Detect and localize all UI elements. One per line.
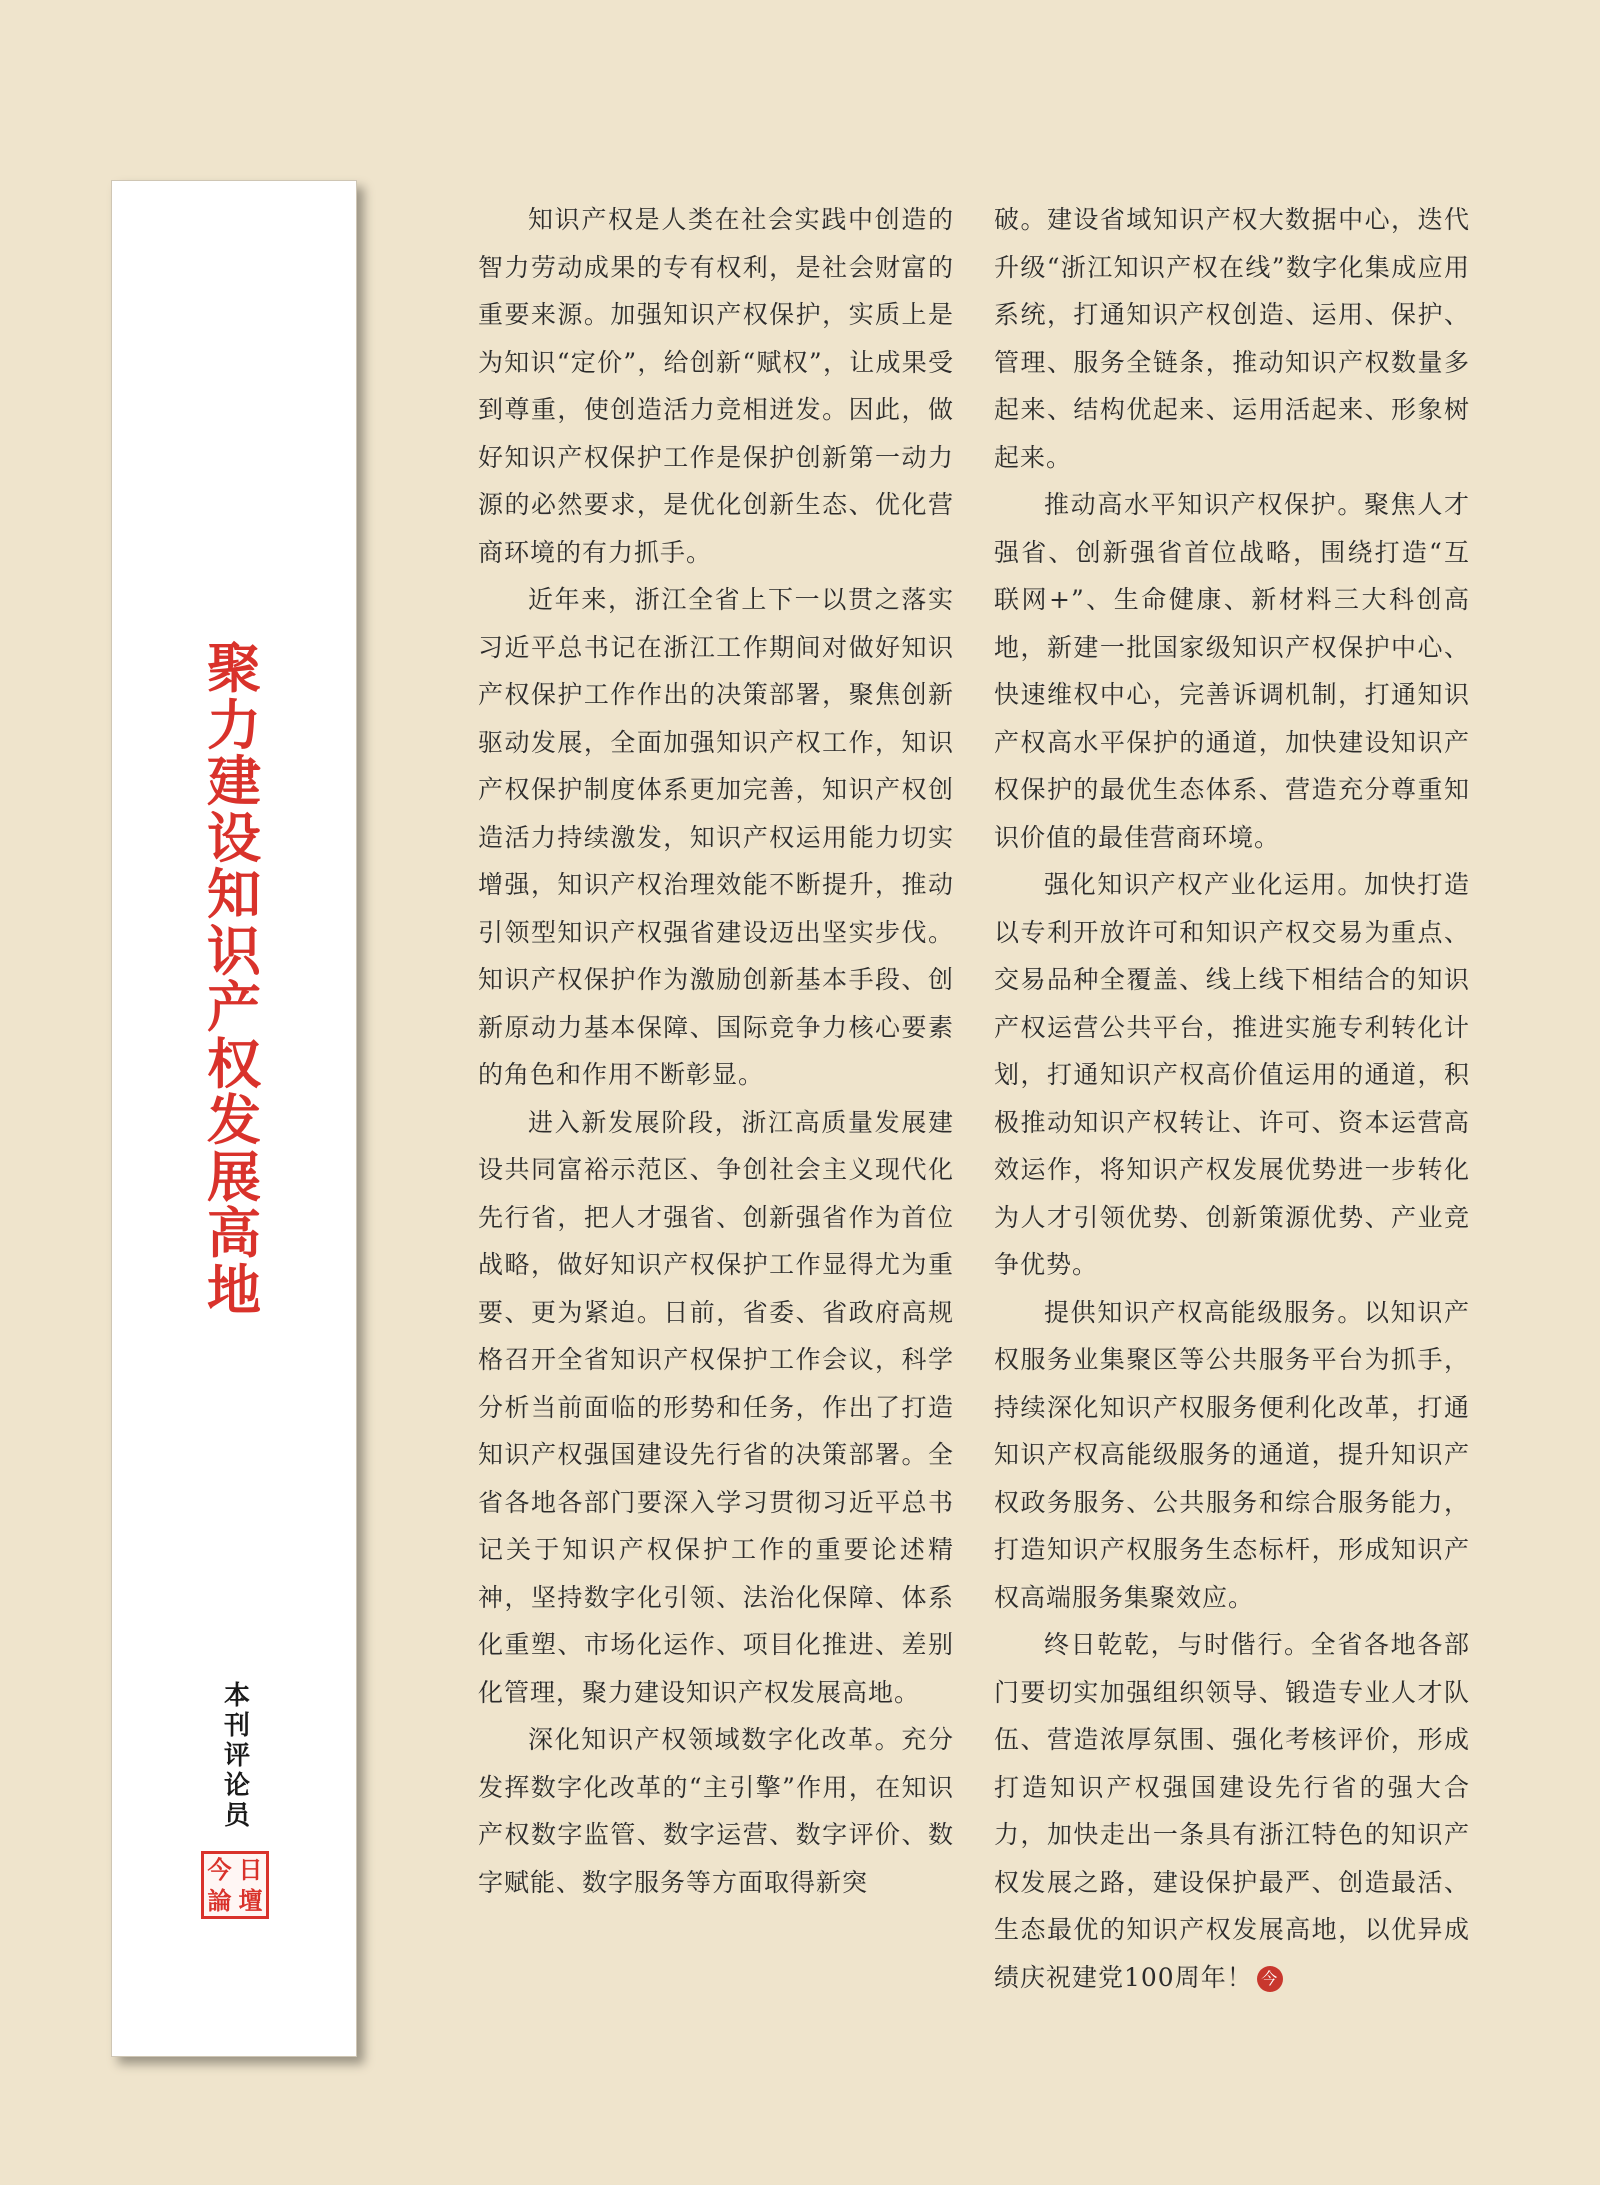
red-seal-stamp xyxy=(201,1851,269,1919)
paragraph: 推动高水平知识产权保护。聚焦人才强省、创新强省首位战略，围绕打造“互联网+”、生命健康、新材料三大科创高地，新建一批国家级知识产权保护中心、快速维权中心，完善诉调机制，打通知识产权高水平保护的通道，加快建设知识产权保护的最优生态体系、营造充分尊重知识价值的最佳营商环境。 xyxy=(994,490,1470,852)
paragraph: 强化知识产权产业化运用。加快打造以专利开放许可和知识产权交易为重点、交易品种全覆盖、线上线下相结合的知识产权运营公共平台，推进实施专利转化计划，打通知识产权高价值运用的通道，积极推动知识产权转让、许可、资本运营高效运作，将知识产权发展优势进一步转化为人才引领优势、创新策源优势、产业竞争优势。 xyxy=(994,870,1470,1279)
paragraph-last xyxy=(994,1621,1470,2001)
title-char: 产 xyxy=(207,976,261,1039)
author-char: 刊 xyxy=(223,1711,250,1741)
title-char: 权 xyxy=(207,1032,261,1096)
title-char: 识 xyxy=(207,919,261,983)
author-byline xyxy=(217,1681,257,1831)
paragraph: 近年来，浙江全省上下一以贯之落实习近平总书记在浙江工作期间对做好知识产权保护工作作出的决策部署，聚焦创新驱动发展，全面加强知识产权工作，知识产权保护制度体系更加完善，知识产权创造活力持续激发，知识产权运用能力切实增强，知识产权治理效能不断提升，推动引领型知识产权强省建设迈出坚实步伐。知识产权保护作为激励创新基本手段、创新原动力基本保障、国际竞争力核心要素的角色和作用不断彰显。 xyxy=(478,585,954,1089)
seal-char: 論 xyxy=(207,1885,232,1915)
title-char: 发 xyxy=(207,1089,261,1152)
author-char: 评 xyxy=(223,1741,250,1771)
title-char: 聚 xyxy=(207,637,261,700)
title-char: 建 xyxy=(207,750,261,813)
paragraph: 提供知识产权高能级服务。以知识产权服务业集聚区等公共服务平台为抓手，持续深化知识产权服务便利化改革，打通知识产权高能级服务的通道，提升知识产权政务服务、公共服务和综合服务能力，打造知识产权服务生态标杆，形成知识产权高端服务集聚效应。 xyxy=(994,1297,1470,1612)
title-char: 设 xyxy=(207,806,261,870)
paragraph: 知识产权是人类在社会实践中创造的智力劳动成果的专有权利，是社会财富的重要来源。加强知识产权保护，实质上是为知识“定价”，给创新“赋权”，让成果受到尊重，使创造活力竞相迸发。因此，做好知识产权保护工作是保护创新第一动力源的必然要求，是优化创新生态、优化营商环境的有力抓手。 xyxy=(478,205,954,567)
author-char: 本 xyxy=(223,1681,250,1711)
seal-char: 今 xyxy=(207,1854,232,1884)
title-char: 展 xyxy=(207,1145,261,1209)
title-char: 地 xyxy=(207,1258,261,1322)
paragraph: 破。建设省域知识产权大数据中心，迭代升级“浙江知识产权在线”数字化集成应用系统，打通知识产权创造、运用、保护、管理、服务全链条，推动知识产权数量多起来、结构优起来、运用活起来、形象树起来。 xyxy=(994,205,1470,472)
title-char: 知 xyxy=(207,863,261,926)
seal-char: 日 xyxy=(238,1854,263,1884)
article-column-right xyxy=(994,196,1470,2001)
article-title xyxy=(198,637,270,1322)
title-char: 力 xyxy=(207,693,261,757)
title-char: 高 xyxy=(207,1202,261,1265)
author-char: 员 xyxy=(223,1801,250,1831)
paragraph: 深化知识产权领域数字化改革。充分发挥数字化改革的“主引擎”作用，在知识产权数字监管、数字运营、数字评价、数字赋能、数字服务等方面取得新突 xyxy=(478,1725,954,1897)
end-mark-icon: 今 xyxy=(1257,1966,1283,1992)
seal-char: 壇 xyxy=(238,1885,263,1915)
article-column-left xyxy=(478,196,954,1906)
paragraph: 进入新发展阶段，浙江高质量发展建设共同富裕示范区、争创社会主义现代化先行省，把人才强省、创新强省作为首位战略，做好知识产权保护工作显得尤为重要、更为紧迫。日前，省委、省政府高规格召开全省知识产权保护工作会议，科学分析当前面临的形势和任务，作出了打造知识产权强国建设先行省的决策部署。全省各地各部门要深入学习贯彻习近平总书记关于知识产权保护工作的重要论述精神，坚持数字化引领、法治化保障、体系化重塑、市场化运作、项目化推进、差别化管理，聚力建设知识产权发展高地。 xyxy=(478,1107,954,1707)
author-char: 论 xyxy=(223,1771,250,1801)
title-sidebar xyxy=(111,180,357,2057)
paragraph-text: 终日乾乾，与时偕行。全省各地各部门要切实加强组织领导、锻造专业人才队伍、营造浓厚氛围、强化考核评价，形成打造知识产权强国建设先行省的强大合力，加快走出一条具有浙江特色的知识产权发展之路，建设保护最严、创造最活、生态最优的知识产权发展高地，以优异成绩庆祝建党100周年！ xyxy=(994,1630,1470,1992)
